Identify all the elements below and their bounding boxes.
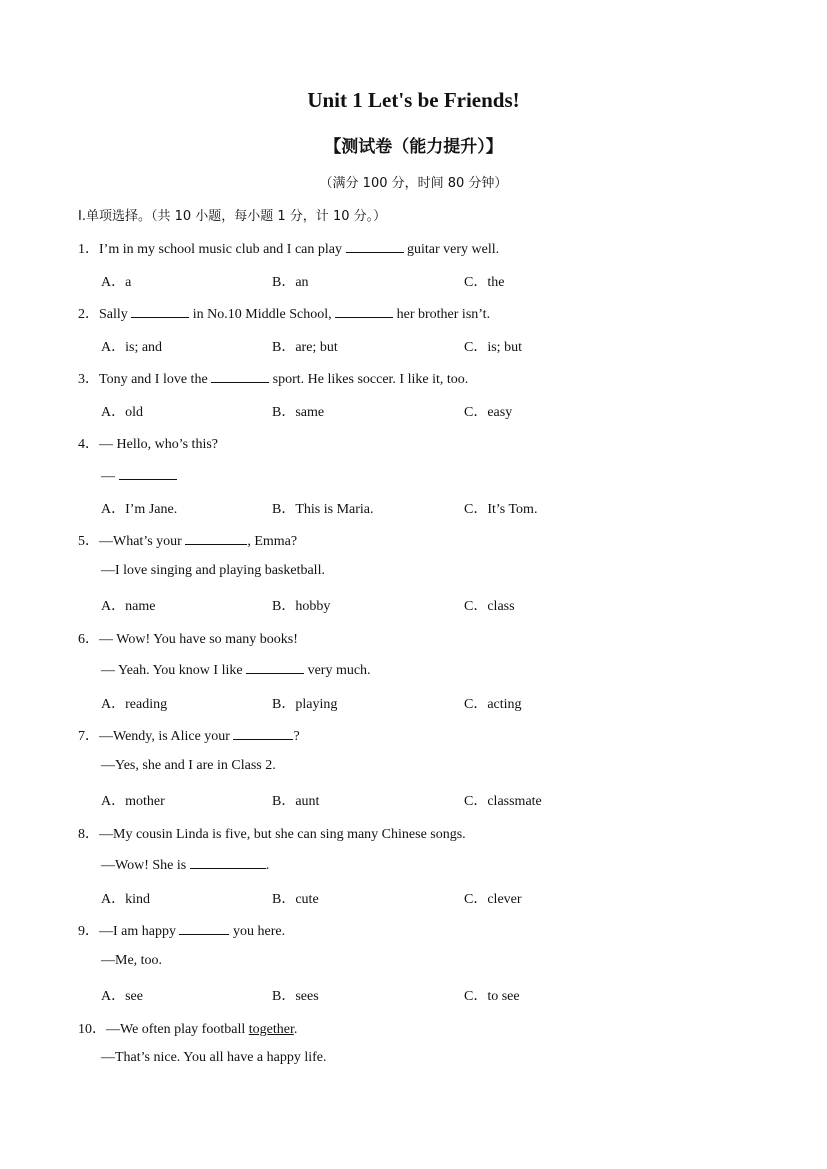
option-c: C．classmate xyxy=(464,794,542,809)
question-4: 4．— Hello, who’s this? xyxy=(78,437,218,452)
option-a: A．mother xyxy=(101,794,165,809)
answer-blank xyxy=(211,369,269,383)
option-c: C．to see xyxy=(464,989,520,1004)
reply-line: —Yes, she and I are in Class 2. xyxy=(101,758,276,773)
question-10: 10．—We often play football together. xyxy=(78,1022,298,1037)
answer-blank xyxy=(131,304,189,318)
question-2: 2．Sally in No.10 Middle School, her brother isn’t. xyxy=(78,303,490,323)
reply-line: — xyxy=(101,466,177,485)
exam-meta: （满分 100 分，时间 80 分钟） xyxy=(319,176,508,191)
option-a: A．kind xyxy=(101,892,150,907)
underlined-word: together xyxy=(248,1022,294,1037)
option-c: C．acting xyxy=(464,697,522,712)
option-b: B．same xyxy=(272,405,325,420)
answer-blank xyxy=(346,239,404,253)
option-c: C．easy xyxy=(464,405,513,420)
question-6: 6．— Wow! You have so many books! xyxy=(78,632,298,647)
reply-line: —Wow! She is . xyxy=(101,855,269,874)
option-c: C．clever xyxy=(464,892,522,907)
answer-blank xyxy=(179,921,229,935)
option-a: A．I’m Jane. xyxy=(101,502,178,517)
option-b: B．cute xyxy=(272,892,319,907)
option-b: B．hobby xyxy=(272,599,331,614)
answer-blank xyxy=(246,660,304,674)
question-1: 1．I’m in my school music club and I can play guitar very well. xyxy=(78,238,499,258)
option-c: C．class xyxy=(464,599,515,614)
option-b: B．are; but xyxy=(272,340,338,355)
answer-blank xyxy=(119,466,177,480)
option-c: C．the xyxy=(464,275,505,290)
option-a: A．a xyxy=(101,275,132,290)
reply-line: —Me, too. xyxy=(101,953,163,968)
question-3: 3．Tony and I love the sport. He likes soccer. I like it, too. xyxy=(78,368,468,388)
option-b: B．sees xyxy=(272,989,319,1004)
question-7: 7．—Wendy, is Alice your ? xyxy=(78,725,300,745)
reply-line: —That’s nice. You all have a happy life. xyxy=(101,1050,327,1065)
option-a: A．is; and xyxy=(101,340,163,355)
option-b: B．aunt xyxy=(272,794,320,809)
section-heading: I.单项选择。（共 10 小题，每小题 1 分，计 10 分。） xyxy=(78,209,387,224)
option-a: A．reading xyxy=(101,697,168,712)
option-c: C．is; but xyxy=(464,340,522,355)
question-9: 9．—I am happy you here. xyxy=(78,920,285,940)
answer-blank xyxy=(233,726,293,740)
answer-blank xyxy=(335,304,393,318)
option-b: B．an xyxy=(272,275,309,290)
option-a: A．name xyxy=(101,599,156,614)
option-c: C．It’s Tom. xyxy=(464,502,538,517)
option-b: B．This is Maria. xyxy=(272,502,374,517)
reply-line: — Yeah. You know I like very much. xyxy=(101,660,371,679)
reply-line: —I love singing and playing basketball. xyxy=(101,563,325,578)
question-5: 5．—What’s your , Emma? xyxy=(78,530,297,550)
answer-blank xyxy=(185,531,247,545)
answer-blank xyxy=(190,855,266,869)
question-8: 8．—My cousin Linda is five, but she can sing many Chinese songs. xyxy=(78,827,466,842)
document-title: Unit 1 Let's be Friends! xyxy=(307,88,520,112)
option-a: A．old xyxy=(101,405,143,420)
document-subtitle: 【测试卷（能力提升）】 xyxy=(324,137,503,157)
option-a: A．see xyxy=(101,989,143,1004)
option-b: B．playing xyxy=(272,697,338,712)
